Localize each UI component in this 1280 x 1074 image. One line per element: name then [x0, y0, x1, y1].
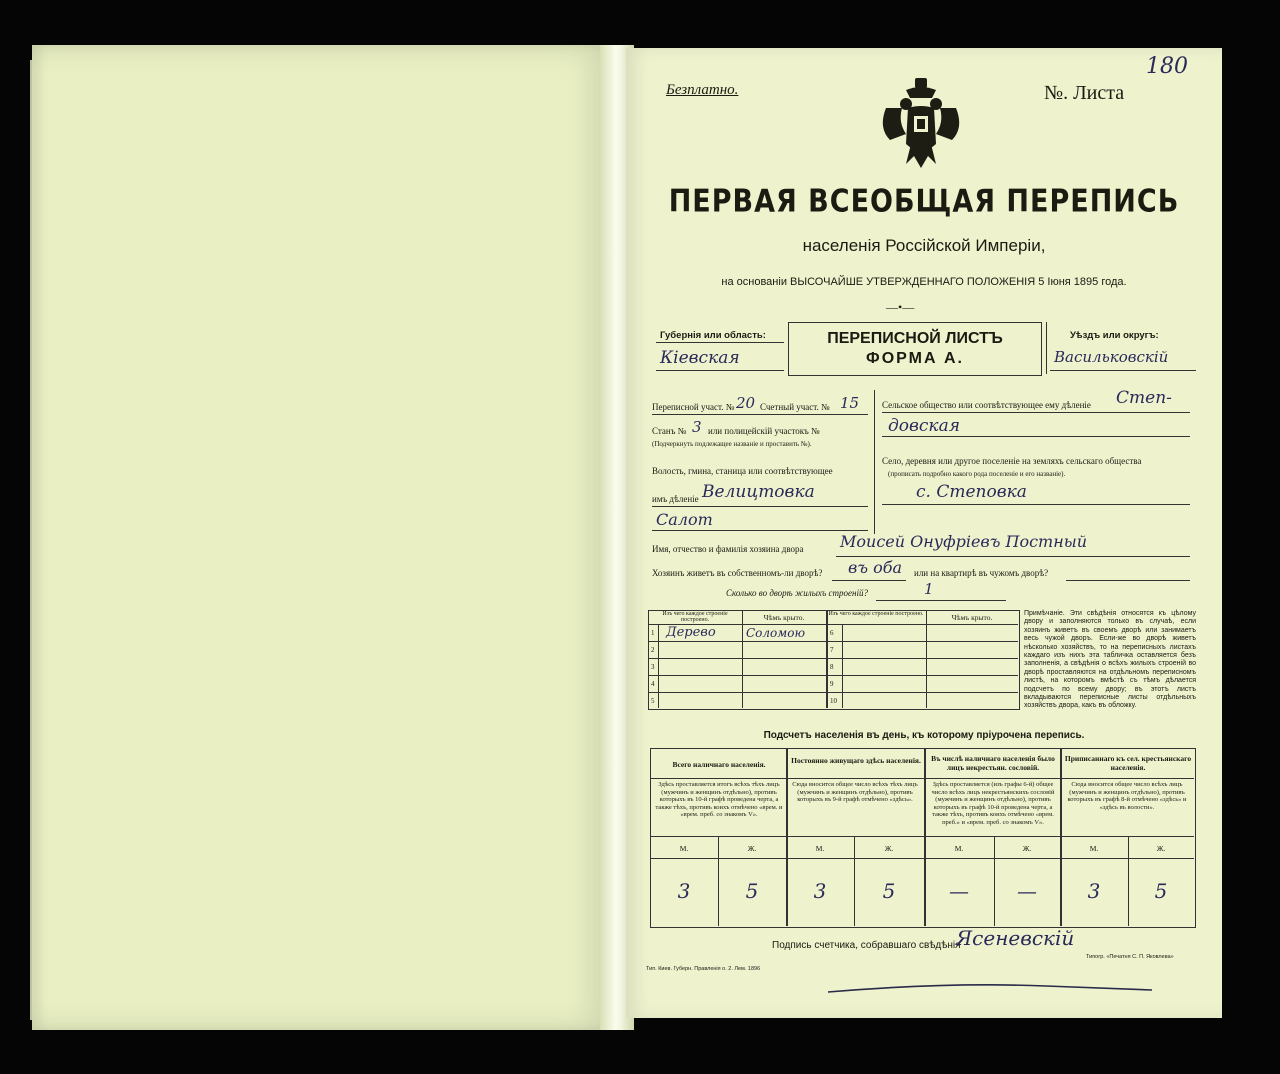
owner-label: Имя, отчество и фамилія хозяина двора	[652, 544, 804, 554]
row-number: 1	[651, 629, 655, 637]
volost-value-2: Салот	[656, 510, 713, 529]
volost-label-2: имъ дѣленіе	[652, 494, 699, 504]
province-value: Кіевская	[660, 348, 740, 368]
table-header-material-2: Изъ чего каждое строеніе построено.	[828, 611, 924, 617]
volost-label: Волость, гмина, станица или соотвѣтствующее	[652, 466, 833, 476]
count-value: 3	[1087, 879, 1101, 903]
lives-value: въ оба	[848, 558, 902, 577]
row-number: 7	[830, 646, 834, 654]
table-row-line	[648, 692, 1018, 693]
stan-rest: или полицейскій участокъ №	[708, 426, 820, 436]
census-basis: на основаніи ВЫСОЧАЙШЕ УТВЕРЖДЕННАГО ПОЛОЖЕНІЯ 5 Іюня 1895 года.	[721, 276, 1127, 288]
signature-value: Ясеневскій	[956, 926, 1075, 950]
community-rule	[882, 412, 1190, 413]
owner-value: Моисей Онуфріевъ Постный	[840, 532, 1088, 551]
col-female: Ж.	[1022, 844, 1032, 853]
count-value: 5	[882, 879, 896, 903]
col-male: М.	[1089, 844, 1099, 853]
table-header-material: Изъ чего каждое строеніе построено.	[662, 611, 728, 623]
table-row-line	[648, 658, 1018, 659]
sheet-number-label: №. Листа	[1044, 82, 1125, 104]
col-female: Ж.	[747, 844, 757, 853]
count-header-total: Всего наличнаго населенія.	[672, 760, 766, 769]
province-label: Губернія или область:	[660, 330, 766, 341]
count-value: 5	[745, 879, 759, 903]
form-title-1: ПЕРЕПИСНОЙ ЛИСТЪ	[827, 330, 1003, 347]
volost-value: Велицтовка	[702, 482, 815, 502]
count-value: —	[949, 879, 969, 903]
volost-rule-2	[652, 530, 868, 531]
col-male: М.	[815, 844, 825, 853]
row-number: 6	[830, 629, 834, 637]
table-header-roof-2: Чѣмъ крыто.	[951, 613, 993, 622]
row1-roof: Соломою	[746, 626, 806, 640]
census-district-value: 20	[736, 394, 756, 412]
table-col-line	[658, 624, 659, 708]
count-title: Подсчетъ населенія въ день, къ которому пріурочена перепись.	[763, 730, 1085, 741]
table-row-line	[648, 675, 1018, 676]
village-value: с. Степовка	[916, 482, 1027, 502]
count-value: 3	[677, 879, 691, 903]
left-blank-page	[32, 45, 612, 1030]
census-form-page	[626, 48, 1222, 1018]
signature-flourish	[826, 968, 1156, 998]
note-text: Примѣчаніе. Эти свѣдѣнія относятся къ цѣлому двору и заполняются только въ случаѣ, если хозяинъ живетъ въ своемъ дворѣ или занимаетъ весь чужой дворъ. Если-же во дворѣ живетъ нѣсколько хозяйствъ, то на переписныхъ листахъ каждаго изъ нихъ эта табличка оставляется безъ заполненія, а свѣдѣнія о всѣхъ жилыхъ строеній во дворѣ проставляются на отдѣльномъ переписномъ листѣ, на которомъ вмѣстѣ съ тѣмъ дѣлается подсчетъ по всему двору; въ этотъ листъ вкладываются переписные листы отдѣльныхъ хозяйствъ двора, какъ въ обложку.	[1024, 610, 1196, 710]
col-female: Ж.	[1156, 844, 1166, 853]
imperial-eagle-emblem	[876, 78, 966, 170]
village-label: Село, деревня или другое поселеніе на земляхъ сельскаго общества	[882, 456, 1142, 466]
count-desc-permanent: Сюда вносится общее число всѣхъ тѣхъ лицъ (мужчинъ и женщинъ отдѣльно), противъ которыхъ въ 9-й графѣ отмѣчено «здѣсь».	[792, 781, 918, 803]
stan-label: Станъ №	[652, 426, 687, 436]
buildings-rule	[876, 600, 1006, 601]
signature-label: Подпись счетчика, собравшаго свѣдѣнія	[772, 940, 961, 951]
lives-label-2: или на квартирѣ въ чужомъ дворѣ?	[914, 568, 1049, 578]
sheet-number-value: 180	[1146, 54, 1188, 79]
count-row-line	[650, 858, 1194, 859]
ornament-divider: —•—	[886, 300, 915, 314]
count-value: —	[1017, 879, 1037, 903]
village-rule	[882, 504, 1190, 505]
village-note: (прописать подробно какого рода поселеніе и его названіе).	[888, 470, 1066, 478]
count-desc-nonpeasant: Здѣсь проставляется (изъ графы 6-й) общее число всѣхъ лицъ некрестьянскихъ сословій (мужчинъ и женщинъ отдѣльно), противъ которыхъ въ графѣ 10-й проведена черта, а также тѣхъ, противъ коихъ отмѣчено «врем. преб.» и «врем. преб. со знакомъ V».	[931, 781, 1055, 826]
printer-right: Типогр. «Печатня С. П. Яковлева»	[1086, 954, 1174, 960]
row-number: 4	[651, 680, 655, 688]
count-row-line	[650, 836, 1194, 837]
table-header-roof: Чѣмъ крыто.	[763, 613, 805, 622]
row-number: 5	[651, 697, 655, 705]
district-rule	[652, 414, 868, 415]
volost-rule	[652, 506, 868, 507]
county-value-rule	[1050, 370, 1196, 371]
counting-district-value: 15	[840, 394, 860, 412]
count-value: 3	[813, 879, 827, 903]
row-number: 10	[830, 697, 837, 705]
community-rule-2	[882, 436, 1190, 437]
county-label: Уѣздъ или округъ:	[1070, 330, 1159, 341]
lives-rule	[832, 580, 906, 581]
count-header-registered: Приписаннаго къ сел. крестьянскаго населенія.	[1064, 754, 1192, 772]
stan-note: (Подчеркнуть подлежащее названіе и проставить №).	[652, 440, 812, 448]
col-male: М.	[679, 844, 689, 853]
community-value-2: довская	[888, 416, 960, 436]
row-number: 3	[651, 663, 655, 671]
row-number: 9	[830, 680, 834, 688]
row-number: 2	[651, 646, 655, 654]
census-district-label: Переписной участ. №	[652, 402, 735, 412]
province-rule	[656, 342, 784, 343]
count-header-nonpeasant: Въ числѣ наличнаго населенія было лицъ некрестьян. сословій.	[931, 754, 1055, 772]
owner-rule	[836, 556, 1190, 557]
col-female: Ж.	[884, 844, 894, 853]
buildings-value: 1	[924, 580, 934, 598]
stan-value: 3	[692, 418, 702, 436]
county-value: Васильковскій	[1054, 348, 1169, 366]
table-col-line	[842, 624, 843, 708]
free-label: Безплатно.	[666, 82, 739, 98]
row-number: 8	[830, 663, 834, 671]
form-title-2: ФОРМА А.	[866, 350, 964, 367]
census-subtitle: населенія Россійской Имперіи,	[802, 236, 1046, 255]
community-value: Степ-	[1116, 388, 1172, 408]
lives-label: Хозяинъ живетъ въ собственномъ-ли дворѣ?	[652, 568, 823, 578]
printer-left: Тип. Киев. Губерн. Правленія о. 2. Лем. 1896	[646, 966, 761, 972]
count-header-permanent: Постоянно живущаго здѣсь населенія.	[791, 756, 921, 765]
row1-material: Дерево	[666, 625, 716, 640]
lives-rule-2	[1066, 580, 1190, 581]
fields-divider	[874, 390, 875, 534]
count-desc-total: Здѣсь проставляется итогъ всѣхъ тѣхъ лицъ (мужчинъ и женщинъ отдѣльно), противъ которыхъ въ 10-й графѣ проведена черта, а также тѣхъ, противъ коихъ отмѣчено «врем. и «врем. преб. со знакомъ V».	[655, 781, 783, 818]
counting-district-label: Счетный участ. №	[760, 402, 830, 412]
community-label: Сельское общество или соотвѣтствующее ему дѣленіе	[882, 400, 1091, 410]
province-value-rule	[656, 370, 784, 371]
count-row-line	[650, 778, 1194, 779]
count-desc-registered: Сюда вносится общее число всѣхъ лицъ (мужчинъ и женщинъ отдѣльно), противъ которыхъ въ графѣ 8-й отмѣчено «здѣсь» и «здѣсь въ волости».	[1067, 781, 1187, 811]
buildings-label: Сколько во дворѣ жилыхъ строеній?	[726, 588, 868, 598]
count-value: 5	[1154, 879, 1168, 903]
col-male: М.	[954, 844, 964, 853]
census-main-title: ПЕРВАЯ ВСЕОБЩАЯ ПЕРЕПИСЬ	[668, 183, 1180, 220]
table-row-line	[648, 641, 1018, 642]
